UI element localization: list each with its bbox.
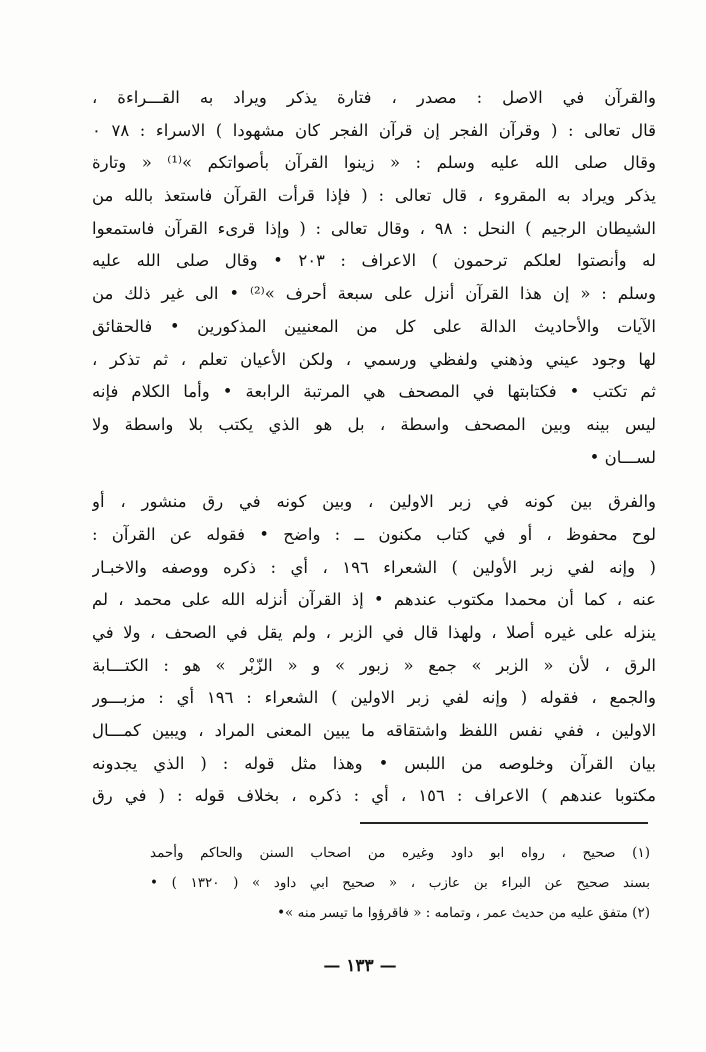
text-line: له وأنصتوا لعلكم ترحمون ) الاعراف : ٢٠٣ • وقال صلى الله عليه <box>92 251 656 271</box>
text-line: عنه ، كما أن محمدا مكتوب عندهم • إذ القرآن أنزله الله على محمد ، لم <box>92 590 656 610</box>
text-line: والجمع ، فقوله ( وإنه لفي زبر الاولين ) الشعراء : ١٩٦ أي : مزبـــور <box>92 688 656 708</box>
text-line: الشيطان الرجيم ) النحل : ٩٨ ، وقال تعالى : ( وإذا قرىء القرآن فاستمعوا <box>92 218 656 238</box>
main-text <box>92 82 656 813</box>
text-line: ثم تكتب • فكتابتها في المصحف هي المرتبة الرابعة • وأما الكلام فإنه <box>92 382 656 402</box>
text-line: يذكر ويراد به المقروء ، قال تعالى : ( فإذا قرأت القرآن فاستعذ بالله من <box>92 186 656 206</box>
text-line: ( وإنه لفي زبر الأولين ) الشعراء ١٩٦ ، أي : ذكره ووصفه والاخبـار <box>92 557 656 577</box>
text-line: ينزله على غيره أصلا ، ولهذا قال في الزبر ، ولم يقل في الصحف ، ولا في <box>92 623 656 642</box>
footnote-divider <box>360 822 648 824</box>
text-line: الآيات والأحاديث الدالة على كل من المعنيين المذكورين • فالحقائق <box>92 316 656 336</box>
paragraph-1 <box>92 82 656 474</box>
paragraph-2 <box>92 486 656 813</box>
footnote-line: بسند صحيح عن البراء بن عازب ، « صحيح ابي داود » ( ١٣٢٠ ) • <box>150 875 650 891</box>
paragraph-gap <box>92 474 656 486</box>
page-number: — ١٣٣ — <box>323 956 397 976</box>
text-line: والقرآن في الاصل : مصدر ، فتارة يذكر ويراد به القـــراءة ، <box>92 88 656 107</box>
text-line: لســـان • <box>589 447 656 467</box>
text-line: الرق ، لأن « الزبر » جمع « زبور » و « الزّبْر » هو : الكتـــابة <box>92 655 656 675</box>
text-line: بيان القرآن وخلوصه من اللبس • وهذا مثل قوله : ( الذي يجدونه <box>92 753 656 773</box>
text-line: الاولين ، ففي نفس اللفظ واشتقاقه ما يبين المعنى المراد ، ويبين كمـــال <box>92 721 656 741</box>
footnote-line: (١) صحيح ، رواه ابو داود وغيره من اصحاب السنن والحاكم وأحمد <box>150 845 650 861</box>
text-line: لها وجود عيني وذهني ولفظي ورسمي ، ولكن الأعيان تعلم ، ثم تذكر ، <box>92 349 656 369</box>
text-line: قال تعالى : ( وقرآن الفجر إن قرآن الفجر كان مشهودا ) الاسراء : ٧٨ ٠ <box>92 120 656 140</box>
text-line: مكتوبا عندهم ) الاعراف : ١٥٦ ، أي : ذكره ، بخلاف قوله : ( في رق <box>92 786 656 806</box>
text-line: لوح محفوظ ، أو في كتاب مكنون ــ : واضح • فقوله عن القرآن : <box>92 524 656 544</box>
text-line: والفرق بين كونه في زبر الاولين ، وبين كونه في رق منشور ، أو <box>92 492 656 512</box>
footnote-line: (٢) متفق عليه من حديث عمر ، وتمامه : « فاقرؤوا ما تيسر منه »• <box>277 905 650 921</box>
text-line: ليس بينه وبين المصحف واسطة ، بل هو الذي يكتب بلا واسطة ولا <box>92 414 656 434</box>
text-line: وسلم : « إن هذا القرآن أنزل على سبعة أحرف »⁽²⁾ • الى غير ذلك من <box>92 284 656 304</box>
footnotes <box>150 838 650 928</box>
text-line: وقال صلى الله عليه وسلم : « زينوا القرآن بأصواتكم »⁽¹⁾ « وتارة <box>92 153 656 173</box>
